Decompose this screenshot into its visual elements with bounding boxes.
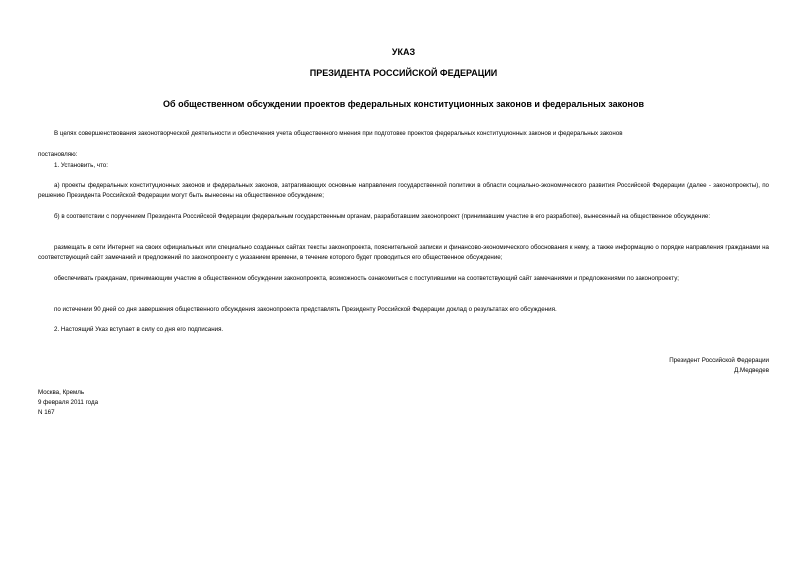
- preamble-paragraph: В целях совершенствования законотворческой деятельности и обеспечения учета общественного мнения при подготовке проектов федеральных конституционных законов и федеральных законов: [54, 130, 623, 137]
- decree-number: N 167: [38, 409, 55, 416]
- signing-date: 9 февраля 2011 года: [38, 399, 99, 406]
- item-1b-paragraph-1: размещать в сети Интернет на своих официальных или специально созданных сайтах тексты законопроекта, пояснительной записки и финансово-экономического обоснования к нему, а также информацию о порядке направления гражданами на соответствующий сайт замечаний и предложений по законопроекту с указанием времени, в течение которого будет проводиться его общественное обсуждение;: [38, 244, 769, 261]
- item-1b-paragraph-2: обеспечивать гражданам, принимающим участие в общественном обсуждении законопроекта, возможность ознакомиться с поступившими на соответствующий сайт замечаниями и предложениями по законопроекту;: [54, 275, 680, 282]
- item-1b-paragraph-3: по истечении 90 дней со дня завершения общественного обсуждения законопроекта представлять Президенту Российской Федерации доклад о результатах его обсуждения.: [54, 306, 557, 313]
- item-2: 2. Настоящий Указ вступает в силу со дня его подписания.: [54, 326, 224, 333]
- signature-title: Президент Российской Федерации: [669, 357, 769, 364]
- item-1a: а) проекты федеральных конституционных законов и федеральных законов, затрагивающих основные направления государственной политики в области социально-экономического развития Российской Федерации (далее - законопроекты), по решению Президента Российской Федерации могут быть вынесены на общественное обсуждение;: [38, 182, 769, 199]
- place-date-block: [38, 388, 98, 418]
- item-1b: б) в соответствии с поручением Президента Российской Федерации федеральным государственным органам, разработавшим законопроект (принимавшим участие в его разработке), вынесенный на общественное обсуждение:: [54, 213, 711, 220]
- resolve-text: постановляю:: [38, 151, 78, 158]
- signature-name: Д.Медведев: [734, 367, 769, 374]
- item-1: 1. Установить, что:: [54, 162, 108, 169]
- document-heading: УКАЗ: [391, 47, 416, 57]
- document-subject: Об общественном обсуждении проектов федеральных конституционных законов и федеральных законов: [163, 99, 644, 109]
- signature-block: [669, 356, 769, 376]
- document-issuer: ПРЕЗИДЕНТА РОССИЙСКОЙ ФЕДЕРАЦИИ: [309, 68, 498, 78]
- signing-place: Москва, Кремль: [38, 389, 85, 396]
